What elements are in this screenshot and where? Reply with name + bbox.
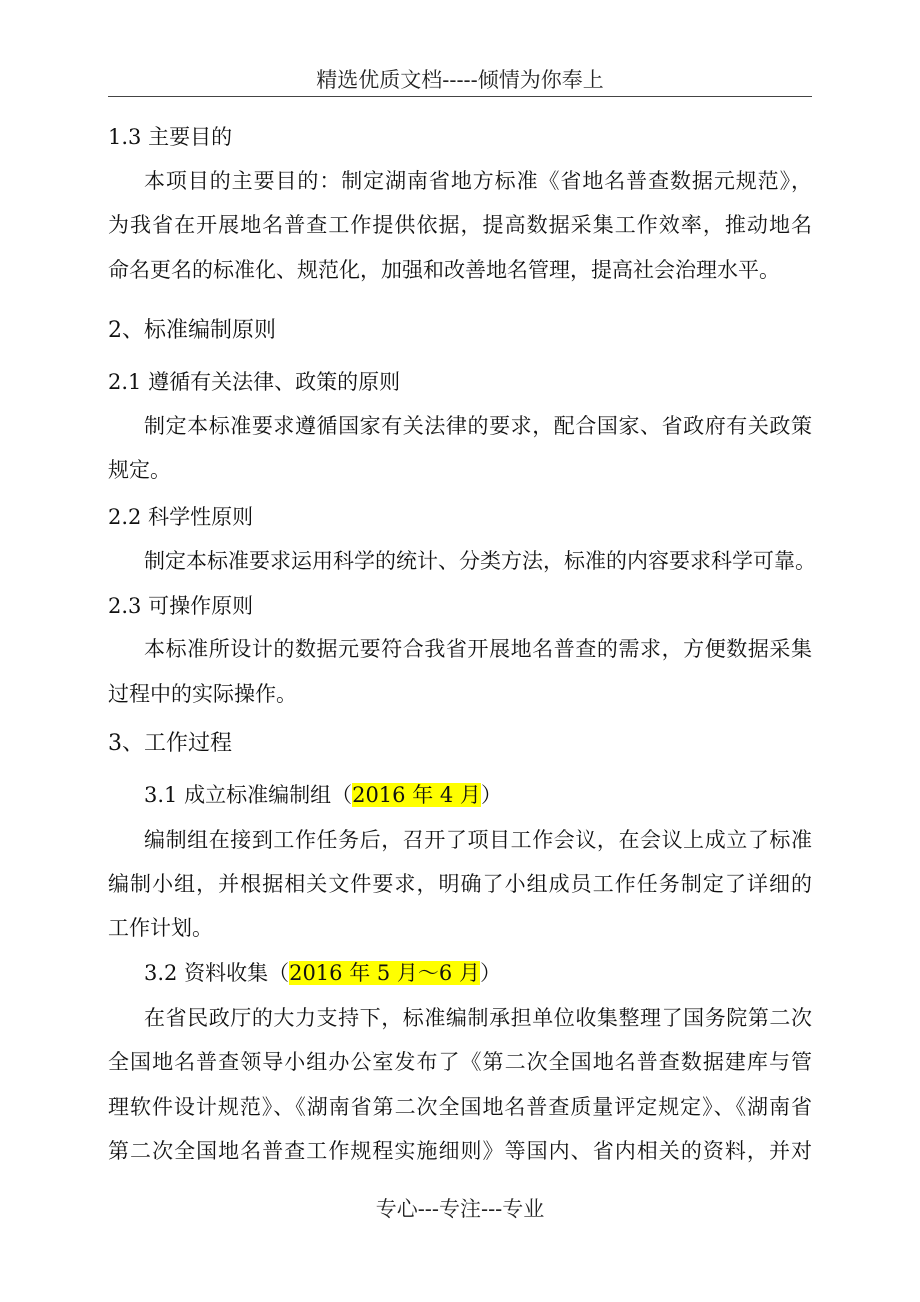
paragraph-line: 过程中的实际操作。 bbox=[108, 682, 297, 706]
paragraph-line: 本项目的主要目的：制定湖南省地方标准《省地名普查数据元规范》， bbox=[144, 169, 812, 193]
section-2-heading: 2、标准编制原则 bbox=[108, 318, 276, 343]
paragraph-line: 编制小组，并根据相关文件要求，明确了小组成员工作任务制定了详细的 bbox=[108, 872, 812, 896]
section-3-2-prefix: 3.2 资料收集（ bbox=[144, 961, 290, 985]
paragraph-line: 在省民政厅的大力支持下，标准编制承担单位收集整理了国务院第二次 bbox=[144, 1006, 812, 1030]
section-2-1-heading: 2.1 遵循有关法律、政策的原则 bbox=[108, 370, 401, 394]
paragraph-line: 命名更名的标准化、规范化，加强和改善地名管理，提高社会治理水平。 bbox=[108, 258, 780, 282]
paragraph-line: 编制组在接到工作任务后，召开了项目工作会议，在会议上成立了标准 bbox=[144, 828, 812, 852]
section-3-1-date-highlight: 2016 年 4 月 bbox=[352, 783, 481, 807]
section-3-1-suffix: ） bbox=[480, 783, 502, 807]
paragraph-line: 全国地名普查领导小组办公室发布了《第二次全国地名普查数据建库与管 bbox=[108, 1050, 812, 1074]
page-header: 精选优质文档-----倾情为你奉上 bbox=[316, 68, 604, 92]
paragraph-line: 制定本标准要求运用科学的统计、分类方法，标准的内容要求科学可靠。 bbox=[144, 549, 816, 573]
section-3-1-prefix: 3.1 成立标准编制组（ bbox=[144, 783, 353, 807]
section-3-2-heading bbox=[144, 958, 501, 988]
section-1-3-heading: 1.3 主要目的 bbox=[108, 125, 233, 149]
paragraph-line: 规定。 bbox=[108, 458, 171, 482]
paragraph-line: 制定本标准要求遵循国家有关法律的要求，配合国家、省政府有关政策 bbox=[144, 414, 812, 438]
section-3-heading: 3、工作过程 bbox=[108, 731, 232, 756]
section-2-2-heading: 2.2 科学性原则 bbox=[108, 505, 254, 529]
paragraph-line: 理软件设计规范》、《湖南省第二次全国地名普查质量评定规定》、《湖南省 bbox=[108, 1095, 812, 1119]
section-2-3-heading: 2.3 可操作原则 bbox=[108, 594, 254, 618]
section-3-2-date-highlight: 2016 年 5 月～6 月 bbox=[289, 961, 480, 985]
header-divider bbox=[108, 96, 812, 97]
paragraph-line: 为我省在开展地名普查工作提供依据，提高数据采集工作效率，推动地名 bbox=[108, 213, 812, 237]
paragraph-line: 工作计划。 bbox=[108, 916, 213, 940]
paragraph-line: 本标准所设计的数据元要符合我省开展地名普查的需求，方便数据采集 bbox=[144, 637, 812, 661]
page-footer: 专心---专注---专业 bbox=[375, 1197, 545, 1221]
paragraph-line: 第二次全国地名普查工作规程实施细则》等国内、省内相关的资料，并对 bbox=[108, 1139, 812, 1163]
section-3-1-heading bbox=[144, 780, 502, 810]
section-3-2-suffix: ） bbox=[479, 961, 501, 985]
